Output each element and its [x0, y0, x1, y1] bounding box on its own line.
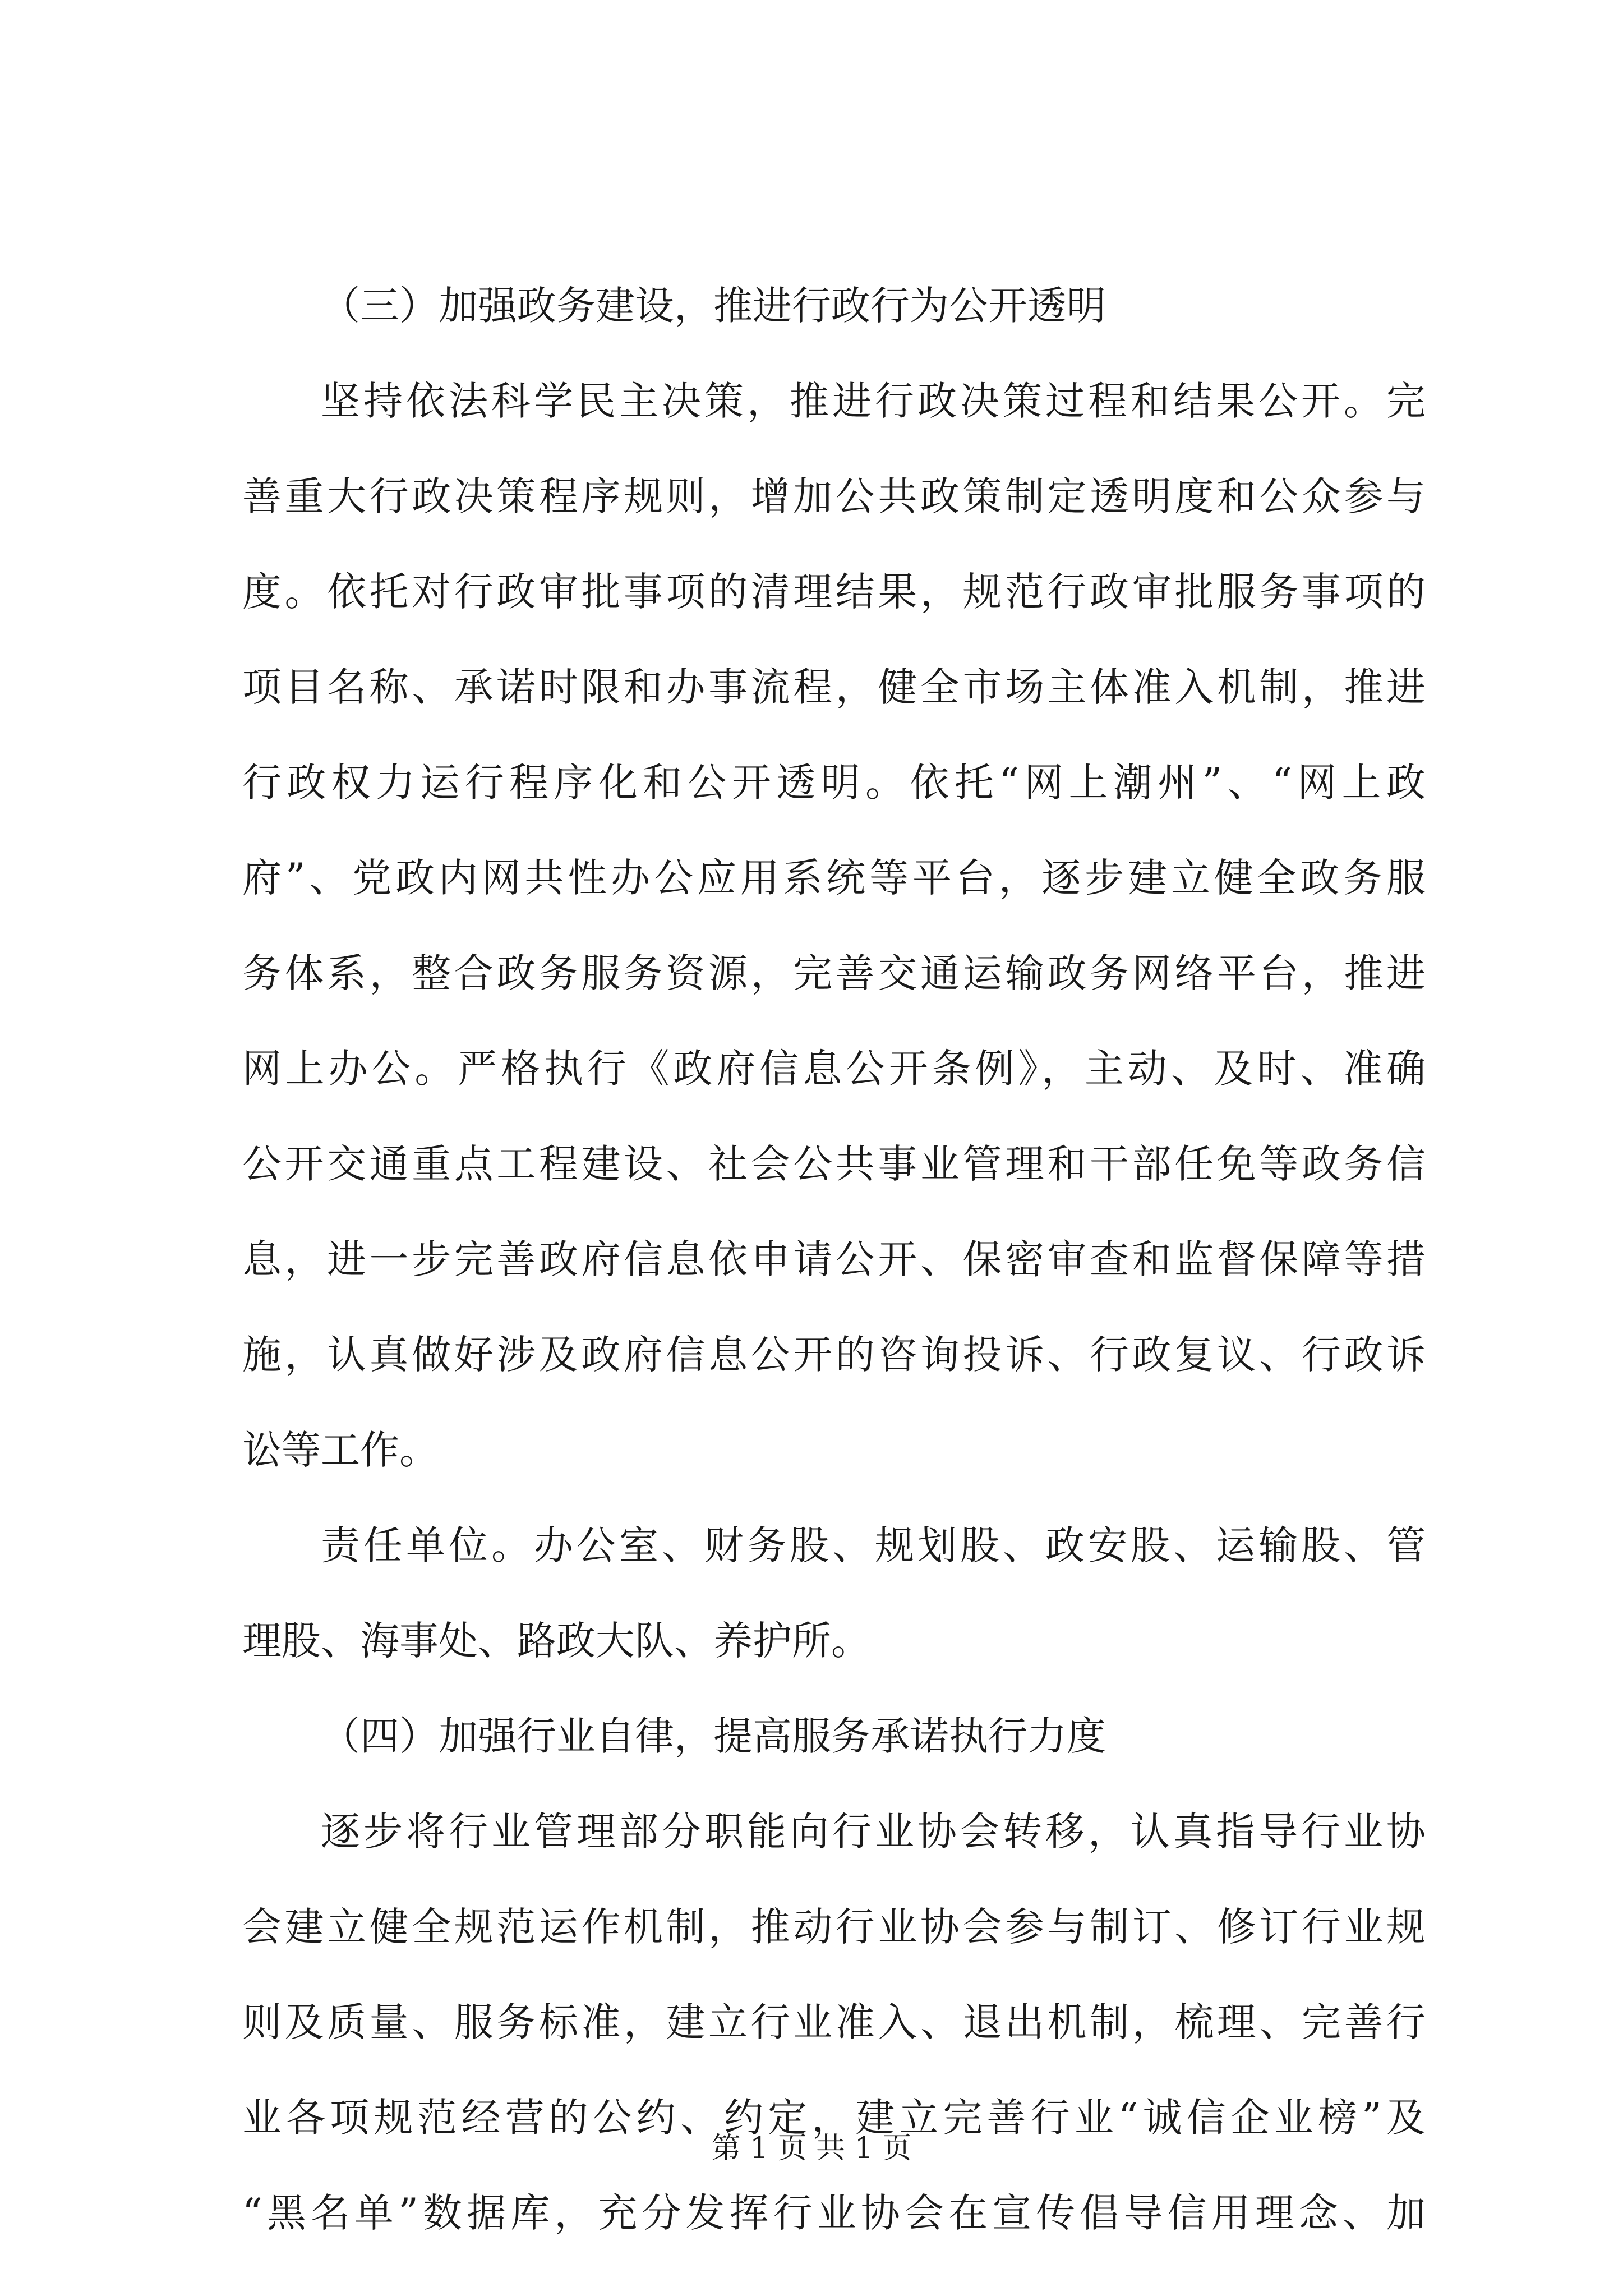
text-line: （三）加强政务建设，推进行政行为公开透明 [321, 283, 1106, 329]
text-line: 府”、党政内网共性办公应用系统等平台，逐步建立健全政务服 [242, 855, 1426, 901]
text-line: 项目名称、承诺时限和办事流程，健全市场主体准入机制，推进 [242, 664, 1426, 710]
text-line: 务体系，整合政务服务资源，完善交通运输政务网络平台，推进 [242, 950, 1426, 996]
text-line: 会建立健全规范运作机制，推动行业协会参与制订、修订行业规 [242, 1904, 1426, 1950]
text-line: 度。依托对行政审批事项的清理结果，规范行政审批服务事项的 [242, 569, 1426, 615]
text-line: 施，认真做好涉及政府信息公开的咨询投诉、行政复议、行政诉 [242, 1332, 1426, 1378]
text-line: 善重大行政决策程序规则，增加公共政策制定透明度和公众参与 [242, 473, 1426, 519]
text-line: 业各项规范经营的公约、约定，建立完善行业“诚信企业榜”及 [242, 2095, 1426, 2141]
text-line: 讼等工作。 [242, 1427, 439, 1473]
text-line: 坚持依法科学民主决策，推进行政决策过程和结果公开。完 [321, 378, 1426, 424]
text-line: 理股、海事处、路政大队、养护所。 [242, 1618, 870, 1664]
text-line: “黑名单”数据库，充分发挥行业协会在宣传倡导信用理念、加 [242, 2190, 1426, 2236]
text-line: 网上办公。严格执行《政府信息公开条例》，主动、及时、准确 [242, 1046, 1426, 1092]
text-line: 息，进一步完善政府信息依申请公开、保密审查和监督保障等措 [242, 1236, 1426, 1282]
text-line: 行政权力运行程序化和公开透明。依托“网上潮州”、“网上政 [242, 760, 1426, 806]
text-line: 则及质量、服务标准，建立行业准入、退出机制，梳理、完善行 [242, 1999, 1426, 2045]
text-line: 逐步将行业管理部分职能向行业协会转移，认真指导行业协 [321, 1809, 1426, 1855]
document-body [242, 258, 1426, 2261]
text-line: （四）加强行业自律，提高服务承诺执行力度 [321, 1713, 1106, 1759]
text-line: 公开交通重点工程建设、社会公共事业管理和干部任免等政务信 [242, 1141, 1426, 1187]
text-line: 责任单位。办公室、财务股、规划股、政安股、运输股、管 [321, 1522, 1426, 1568]
page-footer: 第 1 页 共 1 页 [711, 2132, 912, 2165]
